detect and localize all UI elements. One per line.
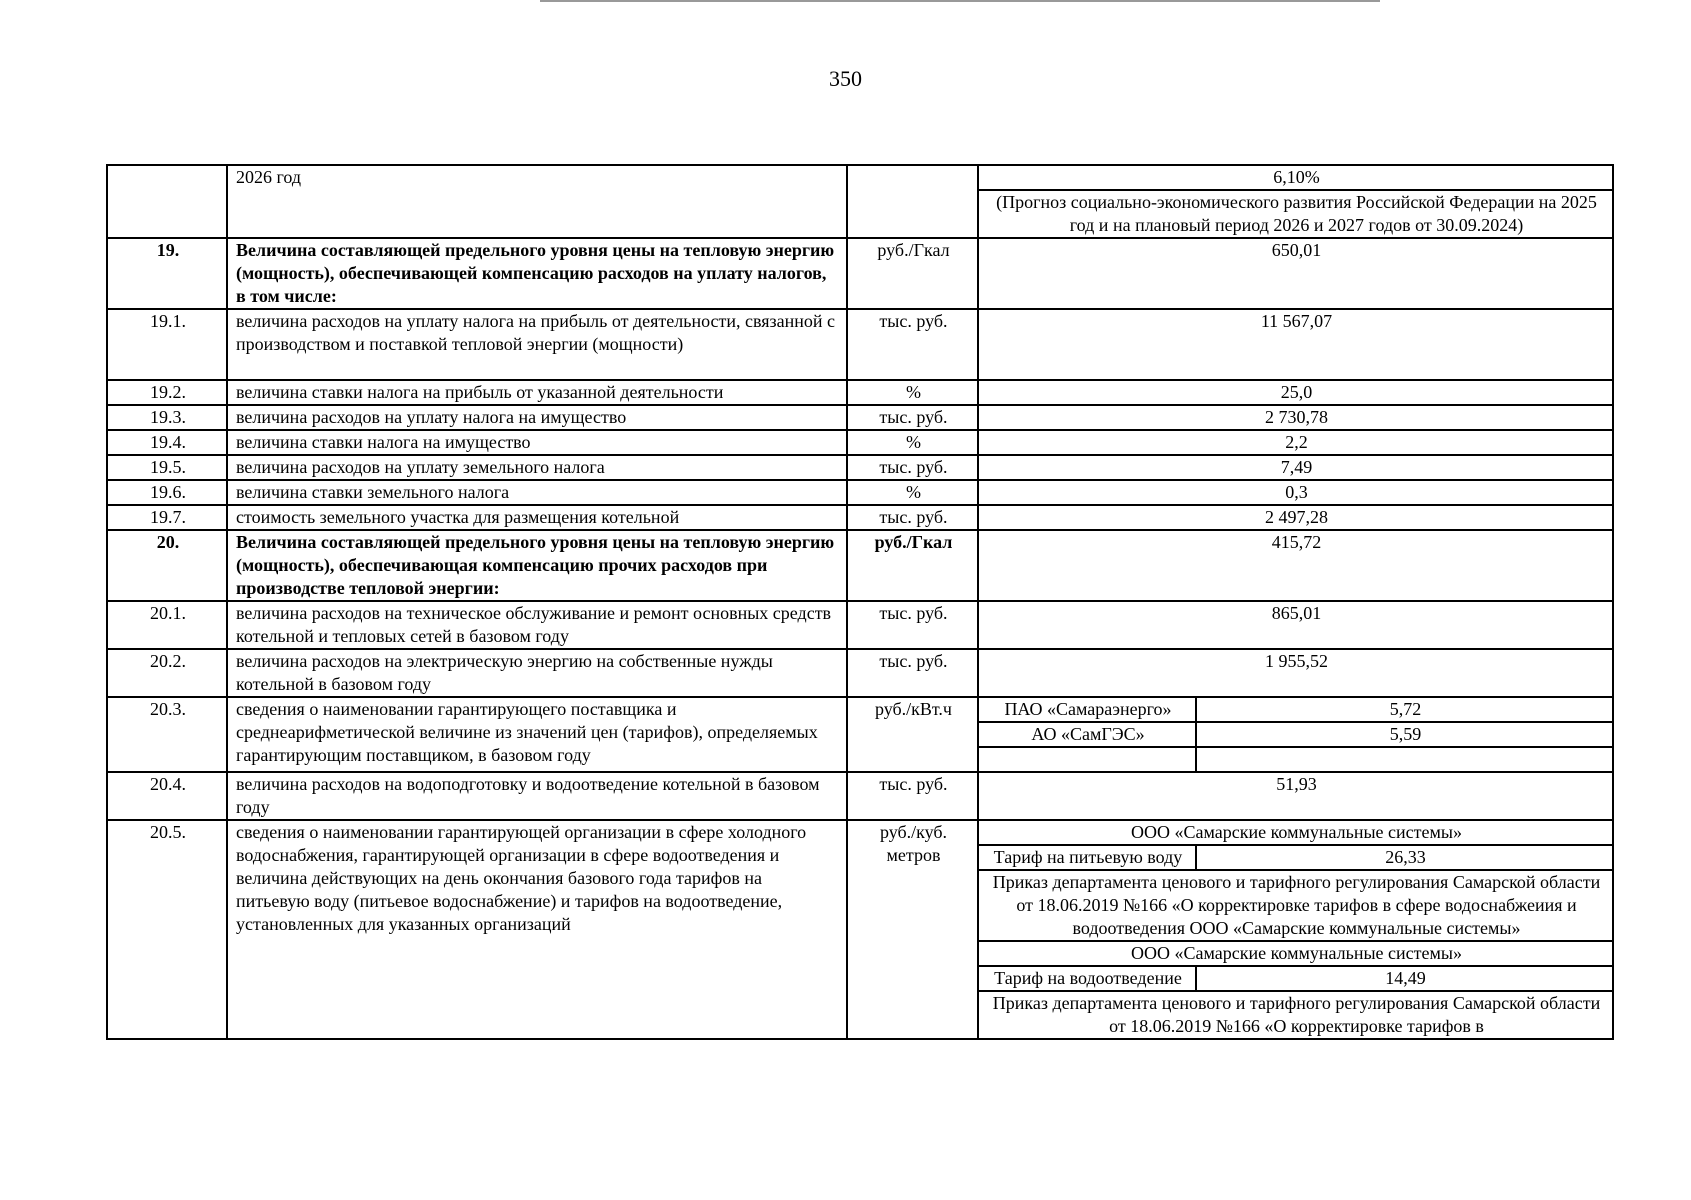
table-row (107, 601, 1613, 649)
row-description: Величина составляющей предельного уровня цены на тепловую энергию (мощность), обеспечивающей компенсацию расходов на уплату налогов, в том числе: (227, 238, 847, 309)
row-value: 650,01 (978, 238, 1613, 309)
row-unit: тыс. руб. (847, 601, 978, 649)
row-description: величина ставки налога на прибыль от указанной деятельности (227, 380, 847, 405)
water-org-name: ООО «Самарские коммунальные системы» (978, 820, 1613, 845)
row-number: 20.3. (107, 697, 227, 772)
forecast-note: (Прогноз социально-экономического развития Российской Федерации на 2025 год и на плановый период 2026 и 2027 годов от 30.09.2024) (978, 190, 1613, 238)
supplier-price: 5,59 (1196, 722, 1613, 747)
row-number: 20. (107, 530, 227, 601)
row-number (107, 165, 227, 238)
row-unit: тыс. руб. (847, 649, 978, 697)
row-value: 415,72 (978, 530, 1613, 601)
row-description: величина ставки земельного налога (227, 480, 847, 505)
row-unit: тыс. руб. (847, 455, 978, 480)
table-row (107, 380, 1613, 405)
scan-top-edge (540, 0, 1380, 3)
row-number: 19.5. (107, 455, 227, 480)
row-description: Величина составляющей предельного уровня цены на тепловую энергию (мощность), обеспечивающая компенсацию прочих расходов при производстве тепловой энергии: (227, 530, 847, 601)
row-description: величина расходов на уплату земельного налога (227, 455, 847, 480)
row-unit: руб./куб. метров (847, 820, 978, 1039)
row-value: 25,0 (978, 380, 1613, 405)
row-unit: тыс. руб. (847, 405, 978, 430)
row-value: 0,3 (978, 480, 1613, 505)
tariff-value: 26,33 (1196, 845, 1613, 870)
row-number: 19.2. (107, 380, 227, 405)
row-description: величина расходов на водоподготовку и водоотведение котельной в базовом году (227, 772, 847, 820)
row-description: стоимость земельного участка для размещения котельной (227, 505, 847, 530)
row-description: величина расходов на техническое обслуживание и ремонт основных средств котельной и тепловых сетей в базовом году (227, 601, 847, 649)
row-unit: тыс. руб. (847, 309, 978, 380)
row-description: величина расходов на электрическую энергию на собственные нужды котельной в базовом году (227, 649, 847, 697)
empty-cell (978, 747, 1196, 772)
supplier-name: АО «СамГЭС» (978, 722, 1196, 747)
tariff-label: Тариф на питьевую воду (978, 845, 1196, 870)
tariff-value: 14,49 (1196, 966, 1613, 991)
row-description: 2026 год (227, 165, 847, 238)
row-unit: тыс. руб. (847, 505, 978, 530)
row-unit (847, 165, 978, 238)
row-number: 20.4. (107, 772, 227, 820)
row-description: величина ставки налога на имущество (227, 430, 847, 455)
row-unit: руб./Гкал (847, 238, 978, 309)
row-unit: руб./кВт.ч (847, 697, 978, 772)
row-value: 2 730,78 (978, 405, 1613, 430)
row-description: сведения о наименовании гарантирующей организации в сфере холодного водоснабжения, гарантирующей организации в сфере водоотведения и величина действующих на день окончания базового года тарифов на питьевую воду (питьевое водоснабжение) и тарифов на водоотведение, установленных для указанных организаций (227, 820, 847, 1039)
row-value: 51,93 (978, 772, 1613, 820)
supplier-name: ПАО «Самараэнерго» (978, 697, 1196, 722)
row-number: 20.5. (107, 820, 227, 1039)
row-unit: руб./Гкал (847, 530, 978, 601)
row-number: 19.3. (107, 405, 227, 430)
table-row (107, 238, 1613, 309)
order-reference: Приказ департамента ценового и тарифного регулирования Самарской области от 18.06.2019 №166 «О корректировке тарифов в сфере водоснабжеиия и водоотведения ООО «Самарские коммунальные системы» (978, 870, 1613, 941)
table-row (107, 649, 1613, 697)
table-row (107, 772, 1613, 820)
table-row (107, 405, 1613, 430)
row-unit: % (847, 430, 978, 455)
table-row (107, 505, 1613, 530)
row-number: 19.7. (107, 505, 227, 530)
table-row (107, 309, 1613, 380)
table-row (107, 530, 1613, 601)
table-row (107, 697, 1613, 722)
row-number: 19.1. (107, 309, 227, 380)
table-row (107, 430, 1613, 455)
row-value: 6,10% (978, 165, 1613, 190)
row-number: 19.4. (107, 430, 227, 455)
row-value: 7,49 (978, 455, 1613, 480)
row-value: 865,01 (978, 601, 1613, 649)
order-reference: Приказ департамента ценового и тарифного регулирования Самарской области от 18.06.2019 №166 «О корректировке тарифов в (978, 991, 1613, 1039)
row-unit: % (847, 380, 978, 405)
table-row (107, 480, 1613, 505)
row-value: 2,2 (978, 430, 1613, 455)
row-value: 2 497,28 (978, 505, 1613, 530)
page-number: 350 (829, 66, 862, 91)
water-org-name: ООО «Самарские коммунальные системы» (978, 941, 1613, 966)
row-value: 1 955,52 (978, 649, 1613, 697)
tariff-label: Тариф на водоотведение (978, 966, 1196, 991)
table-row (107, 165, 1613, 190)
row-unit: % (847, 480, 978, 505)
row-description: величина расходов на уплату налога на имущество (227, 405, 847, 430)
table-row (107, 455, 1613, 480)
row-unit: тыс. руб. (847, 772, 978, 820)
supplier-price: 5,72 (1196, 697, 1613, 722)
row-number: 20.1. (107, 601, 227, 649)
row-value: 11 567,07 (978, 309, 1613, 380)
row-number: 19.6. (107, 480, 227, 505)
row-description: сведения о наименовании гарантирующего поставщика и среднеарифметической величине из значений цен (тарифов), определяемых гарантирующим поставщиком, в базовом году (227, 697, 847, 772)
table-row (107, 820, 1613, 845)
row-number: 20.2. (107, 649, 227, 697)
tariff-table (106, 164, 1614, 1040)
row-description: величина расходов на уплату налога на прибыль от деятельности, связанной с производством и поставкой тепловой энергии (мощности) (227, 309, 847, 380)
empty-cell (1196, 747, 1613, 772)
row-number: 19. (107, 238, 227, 309)
